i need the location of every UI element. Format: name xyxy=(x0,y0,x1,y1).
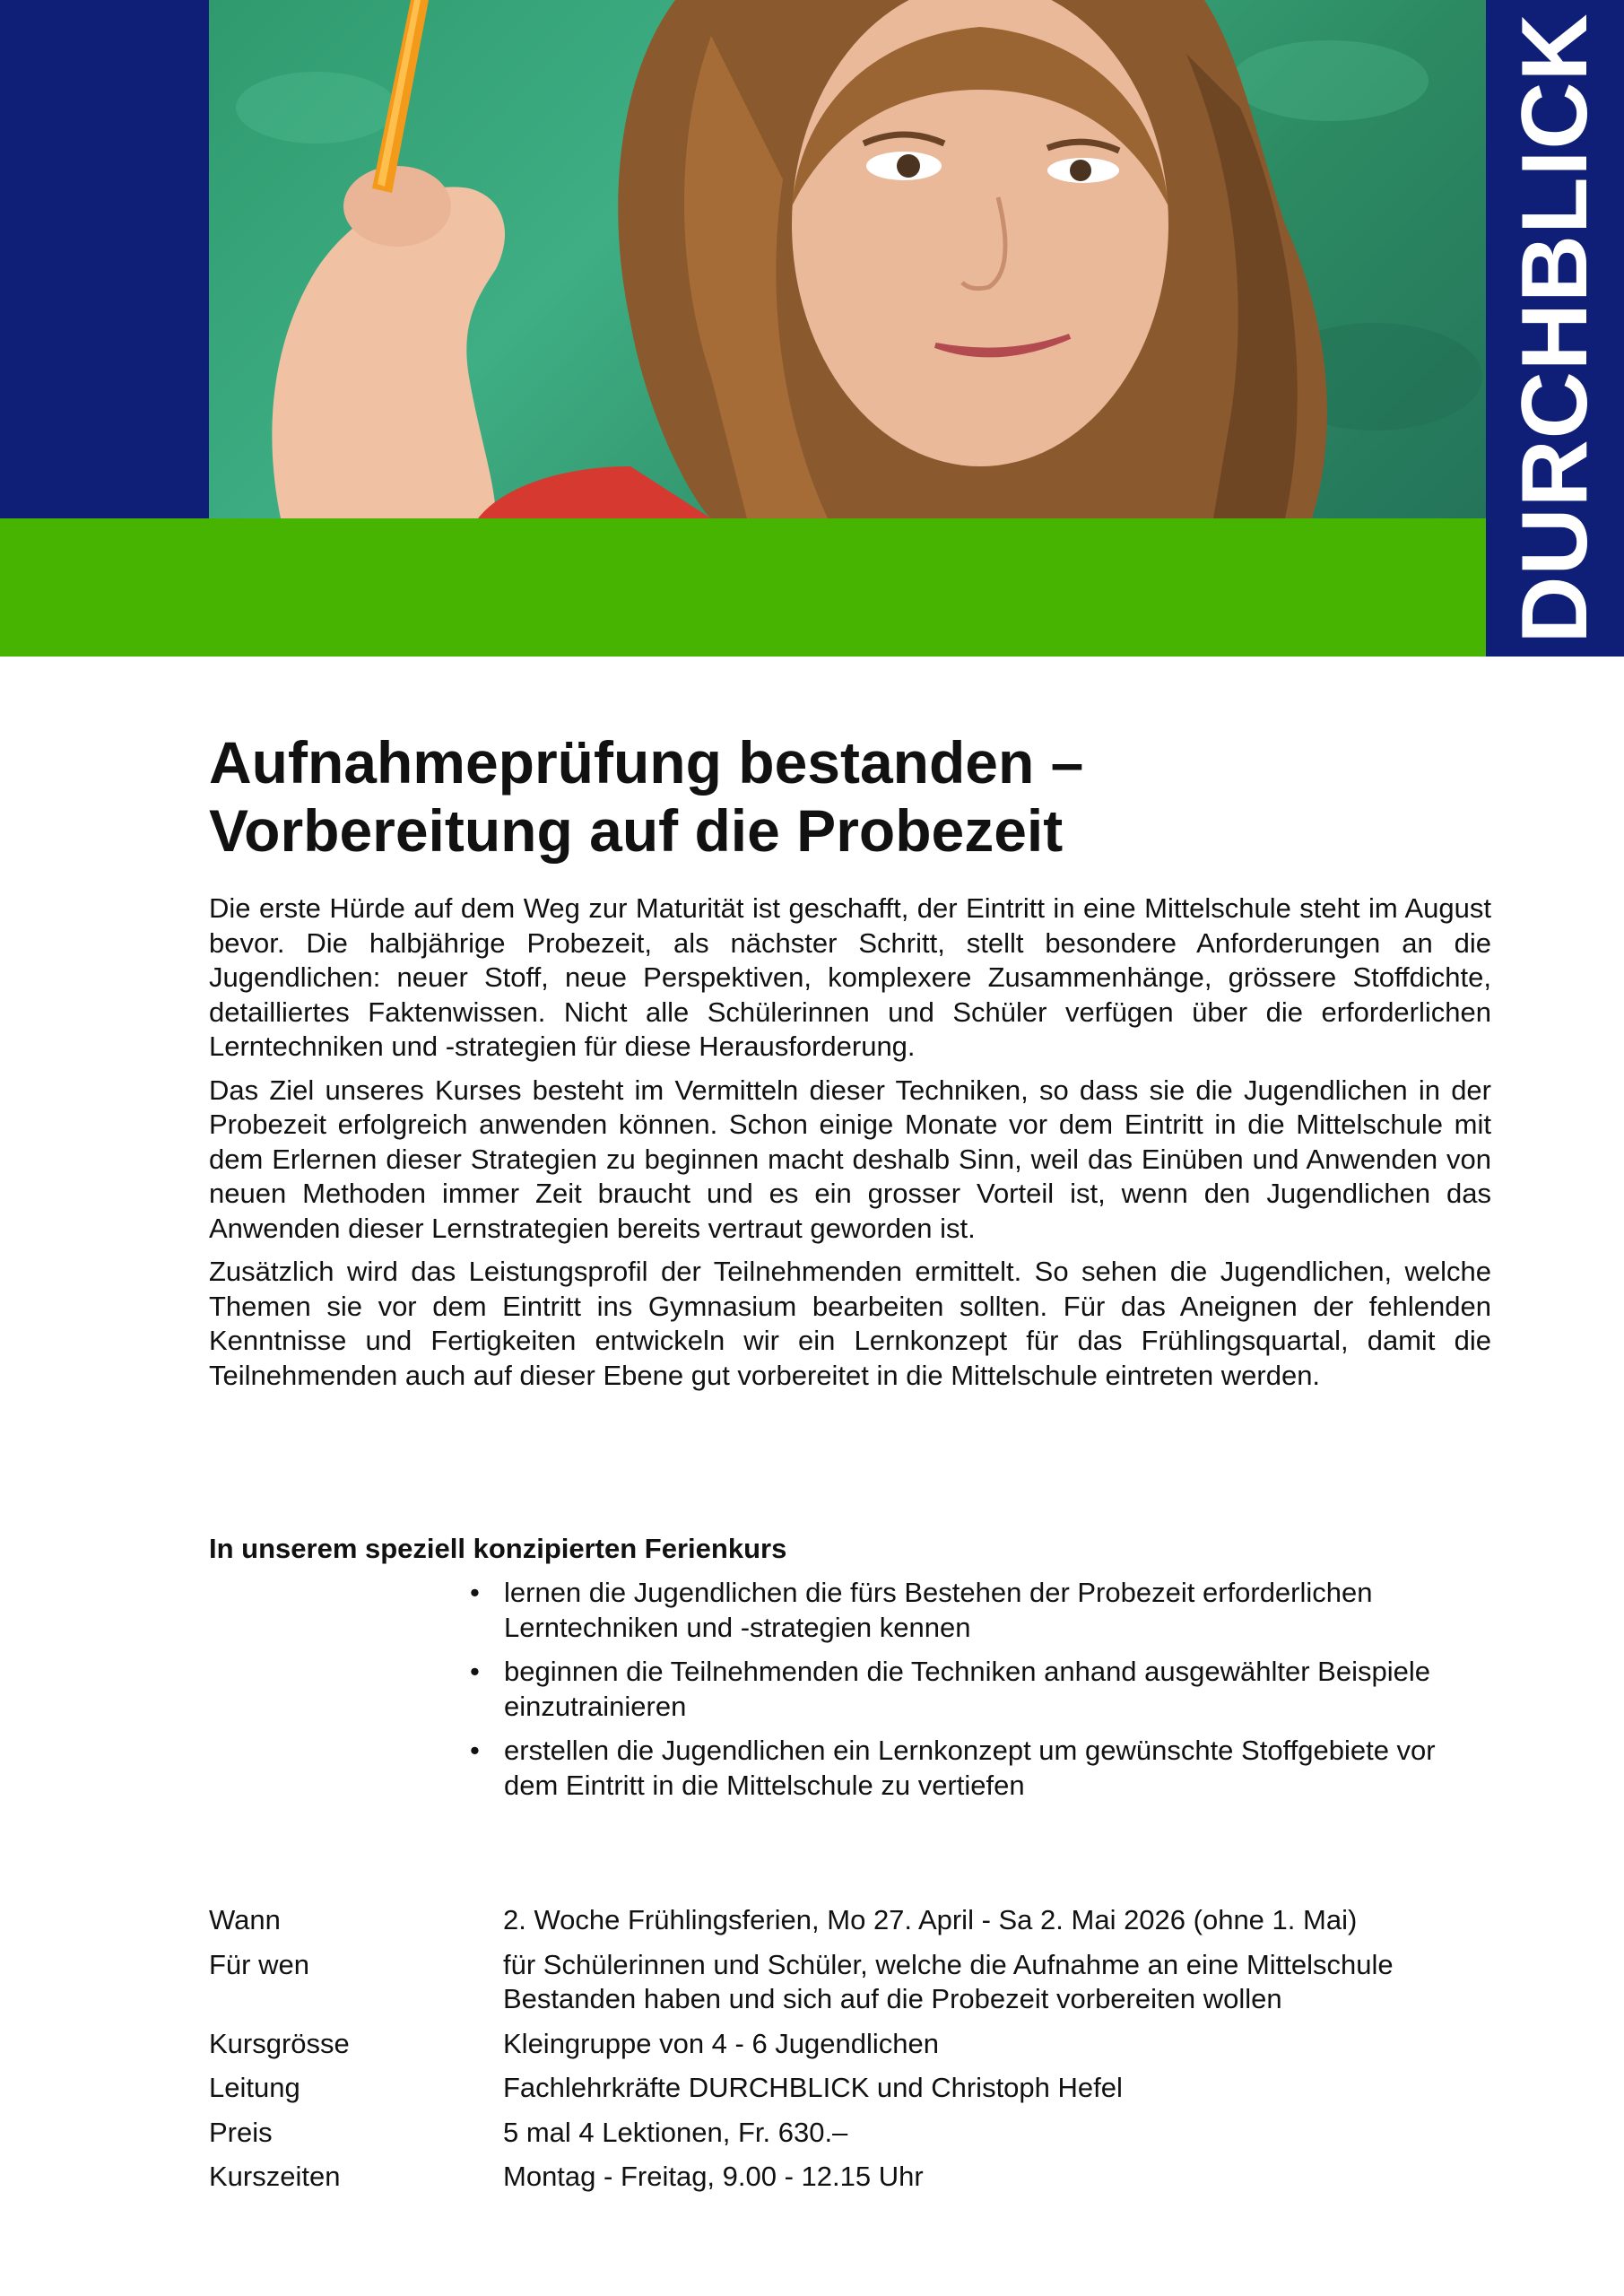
intro-text xyxy=(209,891,1491,1393)
list-item xyxy=(466,1576,1489,1645)
course-details xyxy=(209,1903,1491,2205)
detail-label: Preis xyxy=(209,2116,273,2148)
main-content xyxy=(209,728,1491,1402)
list-item-text: lernen die Jugendlichen die fürs Bestehen der Probezeit erforderlichen Lerntechniken und -strategien kennen xyxy=(504,1577,1373,1643)
detail-value: Montag - Freitag, 9.00 - 12.15 Uhr xyxy=(503,2161,924,2192)
page-title-line-1: Aufnahmeprüfung bestanden – xyxy=(209,729,1084,796)
detail-value: Kleingruppe von 4 - 6 Jugendlichen xyxy=(503,2027,940,2059)
detail-row xyxy=(209,2027,1491,2062)
detail-value: 5 mal 4 Lektionen, Fr. 630.– xyxy=(503,2116,848,2148)
detail-label: Kursgrösse xyxy=(209,2027,350,2059)
girl-with-pencil-illustration xyxy=(209,0,1486,518)
detail-label: Kurszeiten xyxy=(209,2161,341,2192)
bullet-icon: • xyxy=(470,1656,480,1687)
green-band xyxy=(0,518,1486,657)
list-item xyxy=(466,1734,1489,1803)
detail-row xyxy=(209,1903,1491,1938)
detail-row xyxy=(209,2160,1491,2195)
bullet-icon: • xyxy=(470,1577,480,1608)
list-item-text: erstellen die Jugendlichen ein Lernkonzept um gewünschte Stoffgebiete vor dem Eintritt in die Mittelschule zu vertiefen xyxy=(504,1735,1436,1801)
intro-paragraph: Zusätzlich wird das Leistungsprofil der Teilnehmenden ermittelt. So sehen die Jugendlichen, welche Themen sie vor dem Eintritt ins Gymnasium bearbeiten sollten. Für das Aneignen der fehlenden Kenntnisse und Fertigkeiten entwickeln wir ein Lernkonzept für das Frühlingsquartal, damit die Teilnehmenden auch auf dieser Ebene gut vorbereitet in die Mittelschule eintreten werden. xyxy=(209,1256,1491,1391)
detail-value: 2. Woche Frühlingsferien, Mo 27. April - Sa 2. Mai 2026 (ohne 1. Mai) xyxy=(503,1904,1358,1935)
course-heading: In unserem speziell konzipierten Ferienkurs xyxy=(209,1533,787,1564)
header-photo xyxy=(209,0,1486,518)
intro-paragraph: Das Ziel unseres Kurses besteht im Vermitteln dieser Techniken, so dass sie die Jugendlichen in der Probezeit erfolgreich anwenden können. Schon einige Monate vor dem Eintritt in die Mittelschule mit dem Erlernen dieser Strategien zu beginnen macht deshalb Sinn, weil das Einüben und Anwenden von neuen Methoden immer Zeit braucht und es ein grosser Vorteil ist, wenn den Jugendlichen das Anwenden dieser Lernstrategien bereits vertraut geworden ist. xyxy=(209,1074,1491,1244)
left-navy-band xyxy=(0,0,209,518)
detail-label: Wann xyxy=(209,1904,281,1935)
list-item xyxy=(466,1655,1489,1724)
right-brand-band xyxy=(1486,0,1624,657)
detail-value: Fachlehrkräfte DURCHBLICK und Christoph Hefel xyxy=(503,2072,1123,2103)
detail-row xyxy=(209,1948,1491,2017)
intro-paragraph: Die erste Hürde auf dem Weg zur Maturität ist geschafft, der Eintritt in eine Mittelschule steht im August bevor. Die halbjährige Probezeit, als nächster Schritt, stellt besondere Anforderungen an die Jugendlichen: neuer Stoff, neue Perspektiven, komplexere Zusammenhänge, grössere Stoffdichte, detailliertes Faktenwissen. Nicht alle Schülerinnen und Schüler verfügen über die erforderlichen Lerntechniken und -strategien für diese Herausforderung. xyxy=(209,892,1491,1062)
list-item-text: beginnen die Teilnehmenden die Techniken anhand ausgewählter Beispiele einzutrainieren xyxy=(504,1656,1430,1722)
detail-label: Leitung xyxy=(209,2072,300,2103)
page-title-line-2: Vorbereitung auf die Probezeit xyxy=(209,797,1064,864)
detail-label: Für wen xyxy=(209,1948,309,1980)
bullet-icon: • xyxy=(470,1735,480,1766)
page-title xyxy=(209,728,1491,865)
detail-row xyxy=(209,2071,1491,2106)
brand-logo-text: DURCHBLICK xyxy=(1503,13,1607,644)
detail-value: für Schülerinnen und Schüler, welche die Aufnahme an eine Mittelschule Bestanden haben und sich auf die Probezeit vorbereiten wollen xyxy=(503,1948,1394,2014)
course-bullet-list xyxy=(466,1576,1489,1813)
detail-row xyxy=(209,2116,1491,2151)
